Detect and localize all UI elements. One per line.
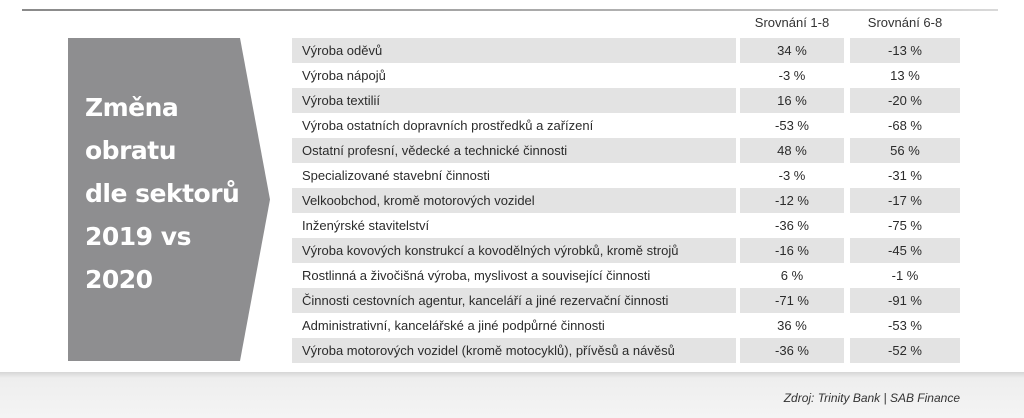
value-comparison-6-8: 56 % xyxy=(890,143,920,158)
sector-name: Inženýrské stavitelství xyxy=(302,218,430,233)
sector-name: Výroba ostatních dopravních prostředků a zařízení xyxy=(302,118,594,133)
value-comparison-1-8: -12 % xyxy=(775,193,809,208)
sector-name: Rostlinná a živočišná výroba, myslivost a související činnosti xyxy=(302,268,651,283)
value-comparison-1-8: 36 % xyxy=(777,318,807,333)
value-comparison-6-8: -20 % xyxy=(888,93,922,108)
value-comparison-6-8: -31 % xyxy=(888,168,922,183)
sector-name: Velkoobchod, kromě motorových vozidel xyxy=(302,193,535,208)
value-comparison-6-8: -45 % xyxy=(888,243,922,258)
value-comparison-6-8: -91 % xyxy=(888,293,922,308)
value-comparison-1-8: 6 % xyxy=(780,268,804,283)
sector-name: Výroba motorových vozidel (kromě motocyklů), přívěsů a návěsů xyxy=(302,343,675,358)
table-row xyxy=(292,163,960,188)
sector-name: Výroba textilií xyxy=(302,93,381,108)
table-row xyxy=(292,38,960,63)
value-comparison-1-8: -3 % xyxy=(778,68,806,83)
panel-title-line: obratu xyxy=(85,136,177,165)
value-comparison-1-8: 16 % xyxy=(777,93,807,108)
table-row xyxy=(292,63,960,88)
value-comparison-1-8: -3 % xyxy=(778,168,806,183)
sector-name: Výroba oděvů xyxy=(302,43,383,58)
value-comparison-6-8: -1 % xyxy=(891,268,919,283)
sector-name: Výroba nápojů xyxy=(302,68,386,83)
source-note: Zdroj: Trinity Bank | SAB Finance xyxy=(783,391,960,405)
top-divider xyxy=(22,9,998,11)
sector-name: Specializované stavební činnosti xyxy=(302,168,490,183)
table-row xyxy=(292,288,960,313)
value-comparison-1-8: -36 % xyxy=(775,343,809,358)
table-row xyxy=(292,188,960,213)
panel-title xyxy=(85,86,255,301)
table-row xyxy=(292,213,960,238)
sector-name: Ostatní profesní, vědecké a technické činnosti xyxy=(302,143,568,158)
value-comparison-1-8: -71 % xyxy=(775,293,809,308)
panel-title-line: 2020 xyxy=(85,265,153,294)
table-row xyxy=(292,113,960,138)
panel-title-line: dle sektorů xyxy=(85,179,240,208)
value-comparison-1-8: 34 % xyxy=(777,43,807,58)
value-comparison-6-8: -13 % xyxy=(888,43,922,58)
sector-name: Činnosti cestovních agentur, kanceláří a jiné rezervační činnosti xyxy=(302,293,669,308)
value-comparison-1-8: 48 % xyxy=(777,143,807,158)
sector-table xyxy=(292,38,960,363)
value-comparison-6-8: -68 % xyxy=(888,118,922,133)
sector-name: Administrativní, kancelářské a jiné podpůrné činnosti xyxy=(302,318,605,333)
column-header-comparison-1-8: Srovnání 1-8 xyxy=(754,15,830,30)
table-row xyxy=(292,138,960,163)
table-row xyxy=(292,238,960,263)
value-comparison-1-8: -53 % xyxy=(775,118,809,133)
panel-title-line: Změna xyxy=(85,93,179,122)
value-comparison-6-8: -52 % xyxy=(888,343,922,358)
table-row xyxy=(292,88,960,113)
value-comparison-1-8: -16 % xyxy=(775,243,809,258)
table-row xyxy=(292,263,960,288)
sector-name: Výroba kovových konstrukcí a kovodělných výrobků, kromě strojů xyxy=(302,243,679,258)
value-comparison-6-8: -17 % xyxy=(888,193,922,208)
table-row xyxy=(292,338,960,363)
panel-title-line: 2019 vs xyxy=(85,222,191,251)
value-comparison-6-8: -75 % xyxy=(888,218,922,233)
value-comparison-6-8: -53 % xyxy=(888,318,922,333)
table-row xyxy=(292,313,960,338)
column-header-comparison-6-8: Srovnání 6-8 xyxy=(867,15,943,30)
value-comparison-6-8: 13 % xyxy=(890,68,920,83)
value-comparison-1-8: -36 % xyxy=(775,218,809,233)
